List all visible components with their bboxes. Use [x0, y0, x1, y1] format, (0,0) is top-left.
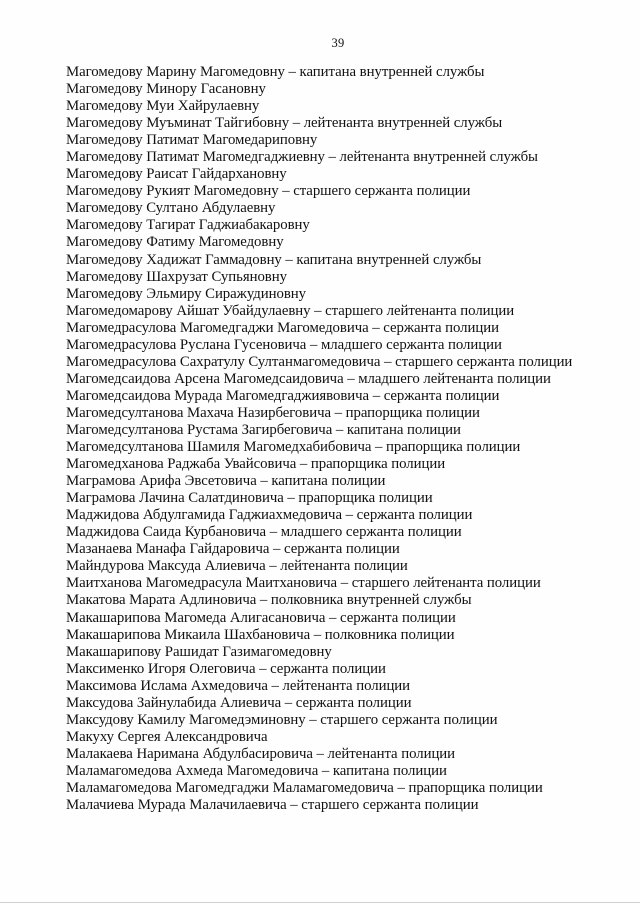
list-item: Максимова Ислама Ахмедовича – лейтенанта полиции	[66, 677, 411, 694]
list-item: Магомедову Марину Магомедовну – капитана внутренней службы	[66, 64, 485, 80]
list-item: Макуху Сергея Александровича	[66, 728, 268, 745]
list-item: Магомедрасулова Магомедгаджи Магомедовича – сержанта полиции	[66, 319, 499, 336]
list-item: Магомедову Муъминат Тайгибовну – лейтенанта внутренней службы	[66, 115, 503, 132]
list-item: Магомедову Фатиму Магомедовну	[66, 234, 284, 251]
list-item: Макатова Марата Адлиновича – полковника внутренней службы	[66, 592, 472, 609]
list-item: Макашарипову Рашидат Газимагомедовну	[66, 643, 332, 660]
page-edge-divider	[0, 902, 640, 903]
list-item: Магомедову Рукият Магомедовну – старшего сержанта полиции	[66, 183, 471, 200]
list-item: Максудова Зайнулабида Алиевича – сержанта полиции	[66, 694, 412, 711]
page-number: 39	[331, 36, 345, 50]
list-item: Маджидова Абдулгамида Гаджиахмедовича – сержанта полиции	[66, 507, 473, 524]
list-item: Магомедсултанова Шамиля Магомедхабибовича – прапорщика полиции	[66, 439, 521, 456]
list-item: Магомедсаидова Мурада Магомедгаджиявовича – сержанта полиции	[66, 387, 500, 404]
list-item: Магомедсултанова Махача Назирбеговича – прапорщика полиции	[66, 404, 480, 421]
list-item: Маджидова Саида Курбановича – младшего сержанта полиции	[66, 524, 462, 541]
list-item: Магомедханова Раджаба Увайсовича – прапорщика полиции	[66, 456, 446, 473]
list-item: Магомедову Муи Хайрулаевну	[66, 98, 260, 115]
list-item: Магомедову Эльмиру Сиражудиновну	[66, 285, 306, 302]
list-item: Максудову Камилу Магомедэминовну – старшего сержанта полиции	[66, 711, 498, 728]
list-item: Маграмова Лачина Салатдиновича – прапорщика полиции	[66, 490, 433, 507]
award-list	[66, 64, 636, 814]
list-item: Магомедову Патимат Магомедариповну	[66, 132, 318, 149]
list-item: Маламагомедова Магомедгаджи Маламагомедовича – прапорщика полиции	[66, 779, 543, 796]
list-item: Малакаева Наримана Абдулбасировича – лейтенанта полиции	[66, 745, 456, 762]
list-item: Маграмова Арифа Эвсетовича – капитана полиции	[66, 473, 386, 490]
list-item: Мазанаева Манафа Гайдаровича – сержанта полиции	[66, 541, 400, 558]
list-item: Магомедову Шахрузат Супьяновну	[66, 268, 287, 285]
list-item: Макашарипова Микаила Шахбановича – полковника полиции	[66, 626, 455, 643]
list-item: Магомедову Хадижат Гаммадовну – капитана внутренней службы	[66, 251, 482, 268]
list-item: Максименко Игоря Олеговича – сержанта полиции	[66, 660, 386, 677]
list-item: Магомедову Раисат Гайдархановну	[66, 166, 287, 183]
list-item: Магомедову Патимат Магомедгаджиевну – лейтенанта внутренней службы	[66, 149, 538, 166]
list-item: Майндурова Максуда Алиевича – лейтенанта полиции	[66, 558, 408, 575]
list-item: Магомедомарову Айшат Убайдулаевну – старшего лейтенанта полиции	[66, 302, 515, 319]
list-item: Магомедову Тагират Гаджиабакаровну	[66, 217, 310, 234]
list-item: Макашарипова Магомеда Алигасановича – сержанта полиции	[66, 609, 456, 626]
list-item: Магомедсултанова Рустама Загирбеговича – капитана полиции	[66, 421, 461, 438]
list-item: Малачиева Мурада Малачилаевича – старшего сержанта полиции	[66, 797, 479, 814]
list-item: Маитханова Магомедрасула Маитхановича – старшего лейтенанта полиции	[66, 575, 541, 592]
list-item: Магомедову Султано Абдулаевну	[66, 200, 276, 217]
list-item: Магомедсаидова Арсена Магомедсаидовича – младшего лейтенанта полиции	[66, 370, 551, 387]
list-item: Магомедрасулова Сахратулу Султанмагомедовича – старшего сержанта полиции	[66, 353, 573, 370]
list-item: Магомедову Минору Гасановну	[66, 81, 266, 98]
list-item: Маламагомедова Ахмеда Магомедовича – капитана полиции	[66, 762, 447, 779]
list-item: Магомедрасулова Руслана Гусеновича – младшего сержанта полиции	[66, 336, 502, 353]
